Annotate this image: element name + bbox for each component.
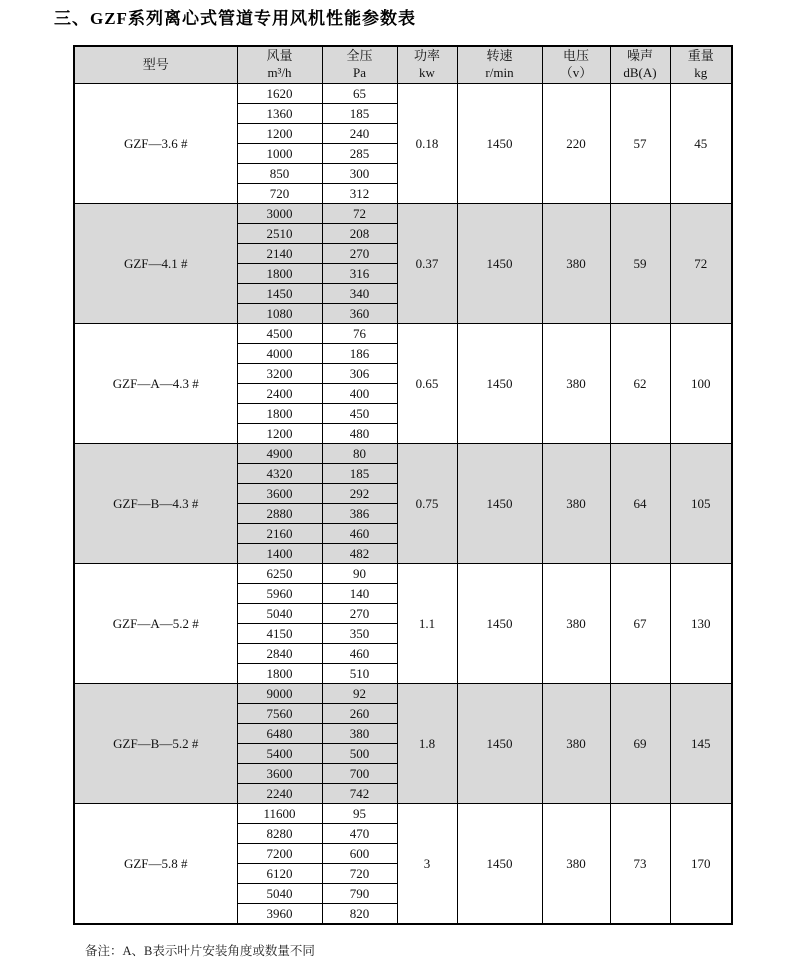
- voltage-cell: 380: [542, 324, 610, 444]
- pressure-cell: 270: [322, 244, 397, 264]
- flow-cell: 5400: [237, 744, 322, 764]
- flow-cell: 6120: [237, 864, 322, 884]
- table-row: [74, 444, 732, 464]
- flow-cell: 2840: [237, 644, 322, 664]
- column-header-0: [74, 46, 237, 84]
- column-header-2: [322, 46, 397, 84]
- column-header-4: [457, 46, 542, 84]
- flow-cell: 2880: [237, 504, 322, 524]
- flow-cell: 6480: [237, 724, 322, 744]
- pressure-cell: 460: [322, 644, 397, 664]
- table-header: [74, 46, 732, 84]
- pressure-cell: 742: [322, 784, 397, 804]
- pressure-cell: 316: [322, 264, 397, 284]
- speed-cell: 1450: [457, 444, 542, 564]
- flow-cell: 4900: [237, 444, 322, 464]
- flow-cell: 4320: [237, 464, 322, 484]
- flow-cell: 1360: [237, 104, 322, 124]
- pressure-cell: 92: [322, 684, 397, 704]
- pressure-cell: 185: [322, 104, 397, 124]
- table-row: [74, 804, 732, 824]
- flow-cell: 3600: [237, 764, 322, 784]
- weight-cell: 170: [670, 804, 732, 925]
- pressure-cell: 240: [322, 124, 397, 144]
- column-unit: m³/h: [267, 65, 292, 80]
- speed-cell: 1450: [457, 564, 542, 684]
- flow-cell: 1800: [237, 264, 322, 284]
- pressure-cell: 72: [322, 204, 397, 224]
- pressure-cell: 208: [322, 224, 397, 244]
- column-header-7: [670, 46, 732, 84]
- table-row: [74, 564, 732, 584]
- pressure-cell: 460: [322, 524, 397, 544]
- voltage-cell: 380: [542, 444, 610, 564]
- flow-cell: 3000: [237, 204, 322, 224]
- flow-cell: 2160: [237, 524, 322, 544]
- model-cell: GZF—4.1 #: [74, 204, 237, 324]
- column-unit: （v）: [559, 65, 593, 80]
- flow-cell: 5040: [237, 884, 322, 904]
- flow-cell: 5040: [237, 604, 322, 624]
- flow-cell: 7560: [237, 704, 322, 724]
- flow-cell: 11600: [237, 804, 322, 824]
- voltage-cell: 380: [542, 684, 610, 804]
- power-cell: 0.37: [397, 204, 457, 324]
- column-unit: Pa: [353, 65, 366, 80]
- flow-cell: 2510: [237, 224, 322, 244]
- flow-cell: 6250: [237, 564, 322, 584]
- pressure-cell: 260: [322, 704, 397, 724]
- pressure-cell: 820: [322, 904, 397, 925]
- pressure-cell: 292: [322, 484, 397, 504]
- flow-cell: 7200: [237, 844, 322, 864]
- pressure-cell: 350: [322, 624, 397, 644]
- pressure-cell: 95: [322, 804, 397, 824]
- column-label: 型号: [142, 56, 169, 72]
- page-title: 三、GZF系列离心式管道专用风机性能参数表: [54, 9, 416, 28]
- flow-cell: 2140: [237, 244, 322, 264]
- pressure-cell: 185: [322, 464, 397, 484]
- power-cell: 0.75: [397, 444, 457, 564]
- header-row: [74, 46, 732, 84]
- power-cell: 0.65: [397, 324, 457, 444]
- flow-cell: 1450: [237, 284, 322, 304]
- model-cell: GZF—3.6 #: [74, 84, 237, 204]
- flow-cell: 720: [237, 184, 322, 204]
- weight-cell: 130: [670, 564, 732, 684]
- noise-cell: 62: [610, 324, 670, 444]
- column-unit: r/min: [485, 65, 514, 80]
- model-cell: GZF—A—4.3 #: [74, 324, 237, 444]
- pressure-cell: 80: [322, 444, 397, 464]
- speed-cell: 1450: [457, 324, 542, 444]
- table-row: [74, 324, 732, 344]
- flow-cell: 1400: [237, 544, 322, 564]
- flow-cell: 1000: [237, 144, 322, 164]
- flow-cell: 1620: [237, 84, 322, 104]
- pressure-cell: 76: [322, 324, 397, 344]
- pressure-cell: 65: [322, 84, 397, 104]
- pressure-cell: 140: [322, 584, 397, 604]
- pressure-cell: 90: [322, 564, 397, 584]
- flow-cell: 850: [237, 164, 322, 184]
- flow-cell: 1080: [237, 304, 322, 324]
- column-label: 噪声: [626, 48, 653, 64]
- pressure-cell: 386: [322, 504, 397, 524]
- pressure-cell: 340: [322, 284, 397, 304]
- pressure-cell: 400: [322, 384, 397, 404]
- column-header-3: [397, 46, 457, 84]
- flow-cell: 3960: [237, 904, 322, 925]
- column-label: 功率: [413, 48, 440, 64]
- voltage-cell: 380: [542, 804, 610, 925]
- pressure-cell: 306: [322, 364, 397, 384]
- pressure-cell: 285: [322, 144, 397, 164]
- flow-cell: 9000: [237, 684, 322, 704]
- model-cell: GZF—B—4.3 #: [74, 444, 237, 564]
- speed-cell: 1450: [457, 84, 542, 204]
- weight-cell: 145: [670, 684, 732, 804]
- flow-cell: 1800: [237, 404, 322, 424]
- column-unit: kg: [694, 65, 708, 80]
- weight-cell: 105: [670, 444, 732, 564]
- column-header-5: [542, 46, 610, 84]
- flow-cell: 5960: [237, 584, 322, 604]
- column-header-6: [610, 46, 670, 84]
- performance-table: [73, 45, 733, 925]
- speed-cell: 1450: [457, 204, 542, 324]
- flow-cell: 1200: [237, 124, 322, 144]
- noise-cell: 67: [610, 564, 670, 684]
- flow-cell: 1800: [237, 664, 322, 684]
- column-label: 电压: [562, 48, 589, 64]
- noise-cell: 57: [610, 84, 670, 204]
- flow-cell: 1200: [237, 424, 322, 444]
- voltage-cell: 220: [542, 84, 610, 204]
- flow-cell: 4500: [237, 324, 322, 344]
- pressure-cell: 450: [322, 404, 397, 424]
- column-header-1: [237, 46, 322, 84]
- flow-cell: 2400: [237, 384, 322, 404]
- power-cell: 1.8: [397, 684, 457, 804]
- column-unit: kw: [419, 65, 435, 80]
- pressure-cell: 470: [322, 824, 397, 844]
- model-cell: GZF—B—5.2 #: [74, 684, 237, 804]
- pressure-cell: 500: [322, 744, 397, 764]
- pressure-cell: 510: [322, 664, 397, 684]
- pressure-cell: 300: [322, 164, 397, 184]
- pressure-cell: 360: [322, 304, 397, 324]
- pressure-cell: 270: [322, 604, 397, 624]
- speed-cell: 1450: [457, 684, 542, 804]
- flow-cell: 2240: [237, 784, 322, 804]
- noise-cell: 64: [610, 444, 670, 564]
- model-cell: GZF—A—5.2 #: [74, 564, 237, 684]
- weight-cell: 72: [670, 204, 732, 324]
- pressure-cell: 720: [322, 864, 397, 884]
- voltage-cell: 380: [542, 564, 610, 684]
- column-label: 风量: [266, 48, 293, 64]
- pressure-cell: 482: [322, 544, 397, 564]
- table-row: [74, 84, 732, 104]
- footnote: 备注：A、B表示叶片安装角度或数量不同: [85, 944, 315, 958]
- speed-cell: 1450: [457, 804, 542, 925]
- power-cell: 0.18: [397, 84, 457, 204]
- model-cell: GZF—5.8 #: [74, 804, 237, 925]
- column-label: 重量: [687, 48, 714, 64]
- pressure-cell: 380: [322, 724, 397, 744]
- noise-cell: 69: [610, 684, 670, 804]
- flow-cell: 4000: [237, 344, 322, 364]
- pressure-cell: 700: [322, 764, 397, 784]
- weight-cell: 45: [670, 84, 732, 204]
- table-row: [74, 204, 732, 224]
- pressure-cell: 186: [322, 344, 397, 364]
- pressure-cell: 600: [322, 844, 397, 864]
- table-body: [74, 84, 732, 925]
- voltage-cell: 380: [542, 204, 610, 324]
- pressure-cell: 480: [322, 424, 397, 444]
- power-cell: 3: [397, 804, 457, 925]
- pressure-cell: 790: [322, 884, 397, 904]
- flow-cell: 4150: [237, 624, 322, 644]
- noise-cell: 73: [610, 804, 670, 925]
- power-cell: 1.1: [397, 564, 457, 684]
- flow-cell: 3600: [237, 484, 322, 504]
- pressure-cell: 312: [322, 184, 397, 204]
- table-row: [74, 684, 732, 704]
- flow-cell: 8280: [237, 824, 322, 844]
- weight-cell: 100: [670, 324, 732, 444]
- column-unit: dB(A): [623, 65, 657, 80]
- flow-cell: 3200: [237, 364, 322, 384]
- noise-cell: 59: [610, 204, 670, 324]
- column-label: 转速: [486, 48, 513, 64]
- column-label: 全压: [346, 48, 373, 64]
